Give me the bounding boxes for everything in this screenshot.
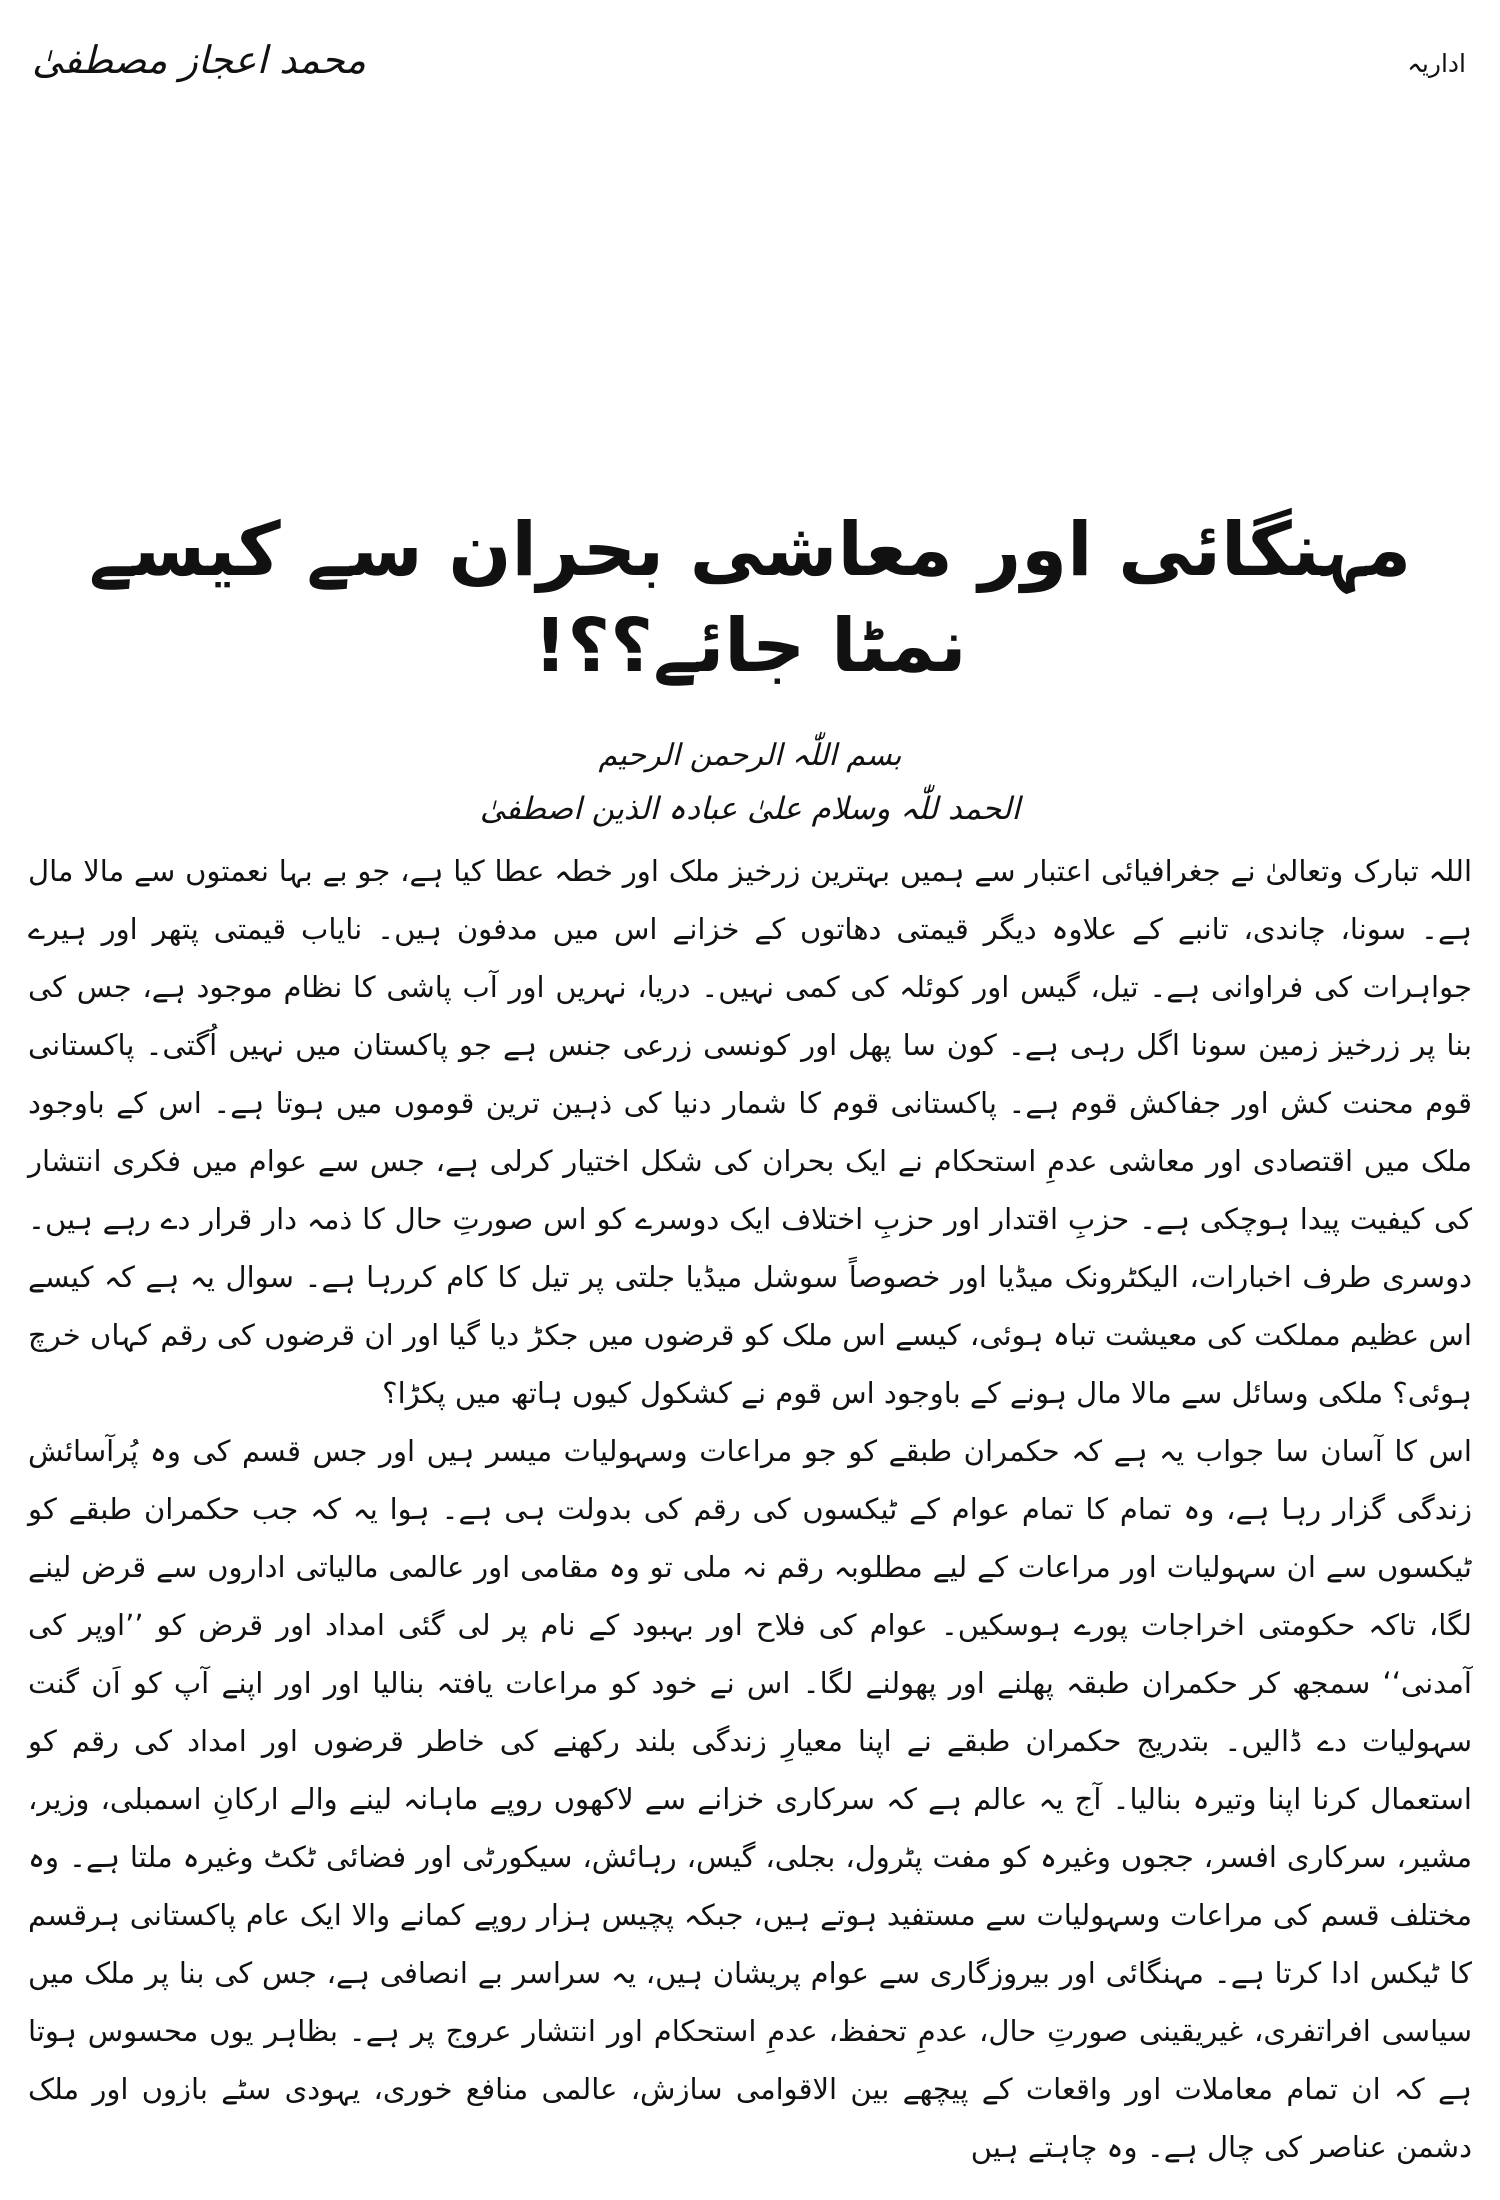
author-name: محمد اعجاز مصطفیٰ [32, 38, 367, 82]
article-paragraph-2: اس کا آسان سا جواب یہ ہے کہ حکمران طبقے کو جو مراعات وسہولیات میسر ہیں اور جس قسم کی وہ پُرآسائش زندگی گزار رہا ہے، وہ تمام کا تمام عوام کے ٹیکسوں کی رقم کی بدولت ہی ہے۔ ہوا یہ کہ جب حکمران طبقے کو ٹیکسوں سے ان سہولیات اور مراعات کے لیے مطلوبہ رقم نہ ملی تو وہ مقامی اور عالمی مالیاتی اداروں سے قرض لینے لگا، تاکہ حکومتی اخراجات پورے ہوسکیں۔ عوام کی فلاح اور بہبود کے نام پر لی گئی امداد اور قرض کو ’’اوپر کی آمدنی‘‘ سمجھ کر حکمران طبقہ پھلنے اور پھولنے لگا۔ اس نے خود کو مراعات یافتہ بنالیا اور اور اپنے آپ کو اَن گنت سہولیات دے ڈالیں۔ بتدریج حکمران طبقے نے اپنا معیارِ زندگی بلند رکھنے کی خاطر قرضوں اور امداد کی رقم کو استعمال کرنا اپنا وتیرہ بنالیا۔ آج یہ عالم ہے کہ سرکاری خزانے سے لاکھوں روپے ماہانہ لینے والے ارکانِ اسمبلی، وزیر، مشیر، سرکاری افسر، ججوں وغیرہ کو مفت پٹرول، بجلی، گیس، رہائش، سیکورٹی اور فضائی ٹکٹ وغیرہ ملتا ہے۔ وہ مختلف قسم کی مراعات وسہولیات سے مستفید ہوتے ہیں، جبکہ پچیس ہزار روپے کمانے والا ایک عام پاکستانی ہرقسم کا ٹیکس ادا کرتا ہے۔ مہنگائی اور بیروزگاری سے عوام پریشان ہیں، یہ سراسر بے انصافی ہے، جس کی بنا پر ملک میں سیاسی افراتفری، غیریقینی صورتِ حال، عدمِ تحفظ، عدمِ استحکام اور انتشار عروج پر ہے۔ بظاہر یوں محسوس ہوتا ہے کہ ان تمام معاملات اور واقعات کے پیچھے بین الاقوامی سازش، عالمی منافع خوری، یہودی سٹے بازوں اور ملک دشمن عناصر کی چال ہے۔ وہ چاہتے ہیں [28, 1433, 1472, 2164]
salutation-line: الحمد للّٰہ وسلام علیٰ عبادہ الذین اصطفیٰ [479, 791, 1021, 828]
bismillah-line: بسم اللّٰہ الرحمن الرحیم [598, 738, 902, 774]
article-title: مہنگائی اور معاشی بحران سے کیسے نمٹا جائے؟؟! [88, 507, 1412, 690]
section-label: اداریہ [1407, 49, 1466, 78]
page-header [26, 34, 1474, 104]
article-paragraph-1: اللہ تبارک وتعالیٰ نے جغرافیائی اعتبار سے ہمیں بہترین زرخیز ملک اور خطہ عطا کیا ہے، جو بے بہا نعمتوں سے مالا مال ہے۔ سونا، چاندی، تانبے کے علاوہ دیگر قیمتی دھاتوں کے خزانے اس میں مدفون ہیں۔ نایاب قیمتی پتھر اور ہیرے جواہرات کی فراوانی ہے۔ تیل، گیس اور کوئلہ کی کمی نہیں۔ دریا، نہریں اور آب پاشی کا نظام موجود ہے، جس کی بنا پر زرخیز زمین سونا اگل رہی ہے۔ کون سا پھل اور کونسی زرعی جنس ہے جو پاکستان میں نہیں اُگتی۔ پاکستانی قوم محنت کش اور جفاکش قوم ہے۔ پاکستانی قوم کا شمار دنیا کی ذہین ترین قوموں میں ہوتا ہے۔ اس کے باوجود ملک میں اقتصادی اور معاشی عدمِ استحکام نے ایک بحران کی شکل اختیار کرلی ہے، جس سے عوام میں فکری انتشار کی کیفیت پیدا ہوچکی ہے۔ حزبِ اقتدار اور حزبِ اختلاف ایک دوسرے کو اس صورتِ حال کا ذمہ دار قرار دے رہے ہیں۔ دوسری طرف اخبارات، الیکٹرونک میڈیا اور خصوصاً سوشل میڈیا جلتی پر تیل کا کام کررہا ہے۔ سوال یہ ہے کہ کیسے اس عظیم مملکت کی معیشت تباہ ہوئی، کیسے اس ملک کو قرضوں میں جکڑ دیا گیا اور ان قرضوں کی رقم کہاں خرچ ہوئی؟ ملکی وسائل سے مالا مال ہونے کے باوجود اس قوم نے کشکول کیوں ہاتھ میں پکڑا؟ [28, 853, 1472, 1410]
